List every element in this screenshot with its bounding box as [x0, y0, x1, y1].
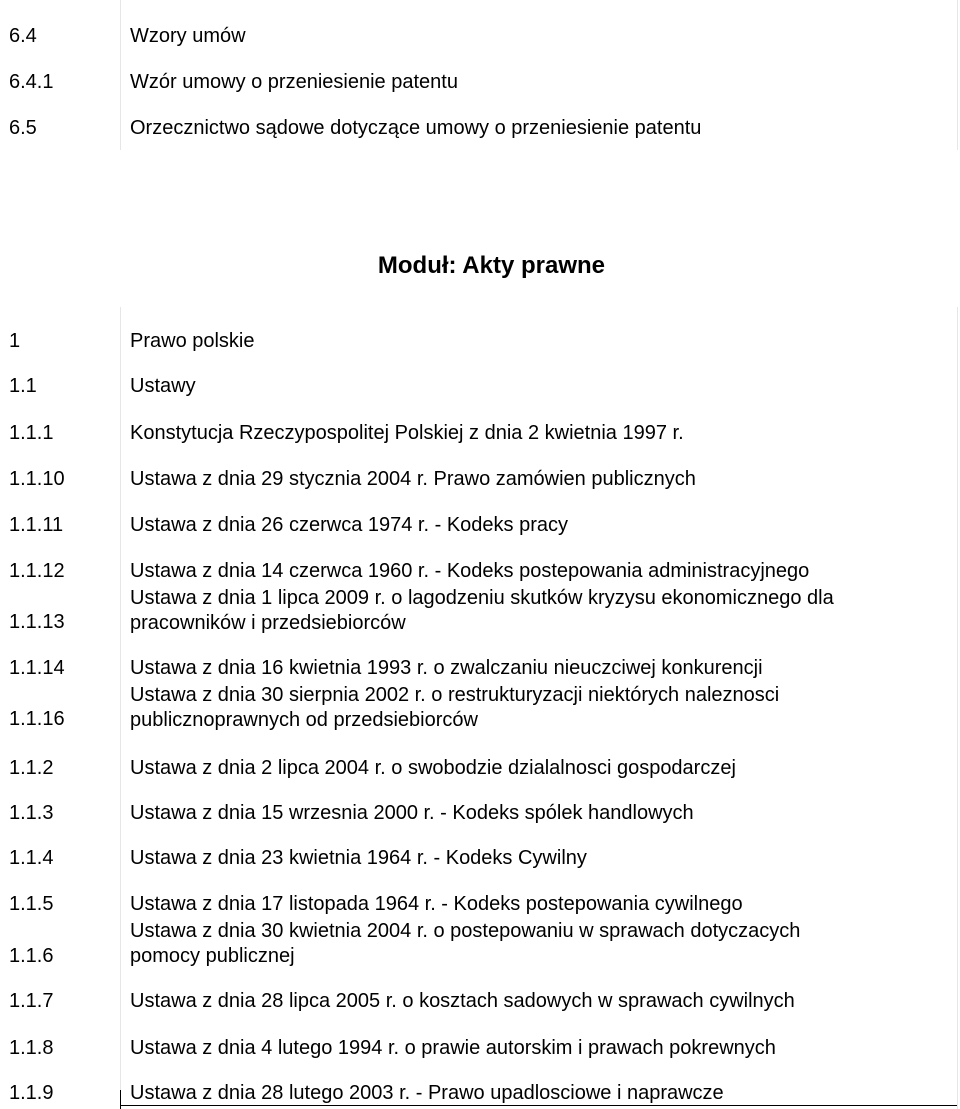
- item-title: Prawo polskie: [130, 330, 255, 352]
- section-number: 6.5: [9, 117, 37, 139]
- item-number: 1.1: [9, 375, 37, 397]
- item-number: 1.1.8: [9, 1037, 54, 1059]
- item-title: Ustawa z dnia 26 czerwca 1974 r. - Kodeks pracy: [130, 514, 568, 536]
- item-number: 1.1.10: [9, 468, 65, 490]
- module-title: Moduł: Akty prawne: [377, 252, 605, 279]
- item-number: 1.1.7: [9, 990, 54, 1012]
- item-number: 1.1.9: [9, 1082, 54, 1104]
- section-number: 6.4.1: [9, 71, 54, 93]
- section-number: 6.4: [9, 25, 37, 47]
- section-title: Wzór umowy o przeniesienie patentu: [130, 71, 458, 93]
- item-title: Konstytucja Rzeczypospolitej Polskiej z dnia 2 kwietnia 1997 r.: [130, 422, 684, 444]
- item-title: Ustawy: [130, 375, 196, 397]
- section-title: Orzecznictwo sądowe dotyczące umowy o przeniesienie patentu: [130, 117, 702, 139]
- item-title-line-2: pomocy publicznej: [130, 945, 295, 967]
- item-number: 1.1.3: [9, 802, 54, 824]
- item-title: Ustawa z dnia 28 lipca 2005 r. o kosztach sadowych w sprawach cywilnych: [130, 990, 795, 1012]
- item-number: 1.1.13: [9, 611, 65, 633]
- item-title: Ustawa z dnia 16 kwietnia 1993 r. o zwalczaniu nieuczciwej konkurencji: [130, 657, 763, 679]
- item-number: 1.1.14: [9, 657, 65, 679]
- item-number: 1: [9, 330, 21, 352]
- item-title: Ustawa z dnia 17 listopada 1964 r. - Kodeks postepowania cywilnego: [130, 893, 743, 915]
- item-title: Ustawa z dnia 2 lipca 2004 r. o swobodzie dzialalnosci gospodarczej: [130, 757, 736, 779]
- item-title: Ustawa z dnia 23 kwietnia 1964 r. - Kodeks Cywilny: [130, 847, 587, 869]
- item-title: Ustawa z dnia 14 czerwca 1960 r. - Kodeks postepowania administracyjnego: [130, 560, 810, 582]
- item-title-line-1: Ustawa z dnia 1 lipca 2009 r. o lagodzeniu skutków kryzysu ekonomicznego dla: [130, 587, 834, 609]
- item-number: 1.1.4: [9, 847, 54, 869]
- item-number: 1.1.6: [9, 945, 54, 967]
- item-number: 1.1.2: [9, 757, 54, 779]
- item-number: 1.1.16: [9, 708, 65, 730]
- item-title-line-2: pracowników i przedsiebiorców: [130, 612, 406, 634]
- item-title: Ustawa z dnia 4 lutego 1994 r. o prawie autorskim i prawach pokrewnych: [130, 1037, 776, 1059]
- item-number: 1.1.5: [9, 893, 54, 915]
- item-number: 1.1.12: [9, 560, 65, 582]
- item-number: 1.1.1: [9, 422, 54, 444]
- item-title-line-2: publicznoprawnych od przedsiebiorców: [130, 709, 478, 731]
- item-title-line-1: Ustawa z dnia 30 kwietnia 2004 r. o postepowaniu w sprawach dotyczacych: [130, 920, 801, 942]
- item-number: 1.1.11: [9, 514, 64, 536]
- item-title: Ustawa z dnia 28 lutego 2003 r. - Prawo upadlosciowe i naprawcze: [130, 1082, 724, 1104]
- item-title-line-1: Ustawa z dnia 30 sierpnia 2002 r. o restrukturyzacji niektórych naleznosci: [130, 684, 780, 706]
- section-title: Wzory umów: [130, 25, 246, 47]
- item-title: Ustawa z dnia 29 stycznia 2004 r. Prawo zamówien publicznych: [130, 468, 696, 490]
- item-title: Ustawa z dnia 15 wrzesnia 2000 r. - Kodeks spólek handlowych: [130, 802, 694, 824]
